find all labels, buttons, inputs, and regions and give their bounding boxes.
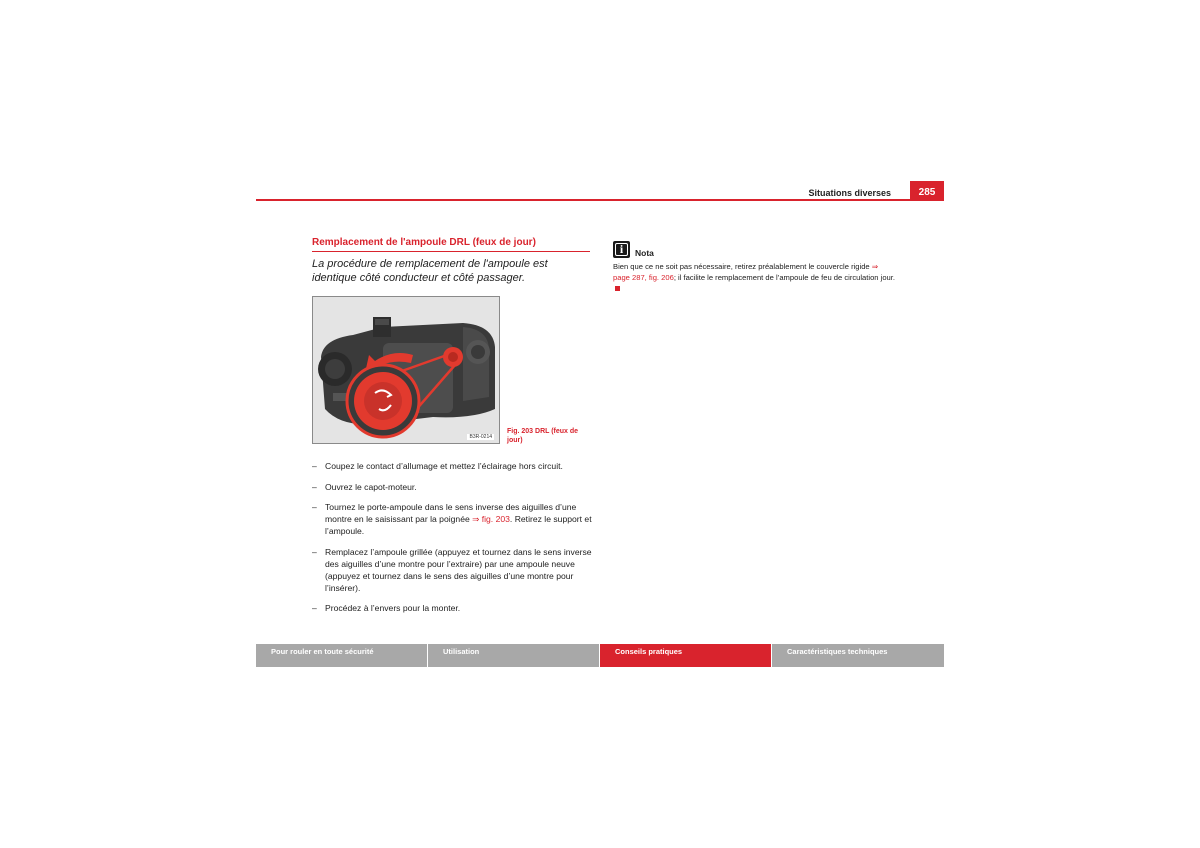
headlight-illustration	[313, 297, 499, 443]
info-icon: i	[613, 241, 630, 258]
footer-tab-conseils[interactable]: Conseils pratiques	[600, 644, 771, 667]
header-rule	[256, 199, 944, 201]
footer-tab-securite[interactable]: Pour rouler en toute sécurité	[256, 644, 427, 667]
list-item: – Remplacez l’ampoule grillée (appuyez et tournez dans le sens inverse des aiguilles d’une montre pour l’extraire) par une ampoule neuve (appuyez et tournez dans le sens des aiguilles d’une montre pour l’insérer).	[312, 546, 592, 593]
footer-tab-caracteristiques[interactable]: Caractéristiques techniques	[772, 644, 944, 667]
procedure-steps	[312, 460, 592, 623]
running-header-section: Situations diverses	[808, 188, 891, 198]
intro-paragraph: La procédure de remplacement de l'ampoule est identique côté conducteur et côté passager.	[312, 258, 548, 284]
page-reference-link[interactable]: ⇒ page 287, fig. 206	[613, 262, 879, 282]
list-item: – Tournez le porte-ampoule dans le sens inverse des aiguilles d’une montre en le saisissant par la poignée ⇒ fig. 203. Retirez le support et l’ampoule.	[312, 502, 592, 536]
list-item: – Coupez le contact d’allumage et mettez l’éclairage hors circuit.	[312, 461, 563, 471]
section-heading: Remplacement de l'ampoule DRL (feux de jour)	[312, 237, 590, 252]
end-of-section-icon	[615, 286, 620, 291]
figure-drl-headlight	[312, 296, 500, 444]
figure-code: B3R-0214	[469, 434, 492, 440]
note-title: Nota	[635, 248, 654, 258]
figure-reference-link[interactable]: ⇒ fig. 203	[472, 514, 510, 524]
figure-caption: Fig. 203 DRL (feux de jour)	[507, 428, 579, 444]
page-number: 285	[910, 181, 944, 201]
list-item: – Ouvrez le capot-moteur.	[312, 481, 417, 492]
footer-tab-utilisation[interactable]: Utilisation	[428, 644, 599, 667]
note-text: Bien que ce ne soit pas nécessaire, retirez préalablement le couvercle rigide ⇒ page 287, fig. 206; il facilite le remplacement de l’ampoule de feu de circulation jour.	[613, 261, 895, 294]
list-item: – Procédez à l’envers pour la monter.	[312, 603, 461, 613]
